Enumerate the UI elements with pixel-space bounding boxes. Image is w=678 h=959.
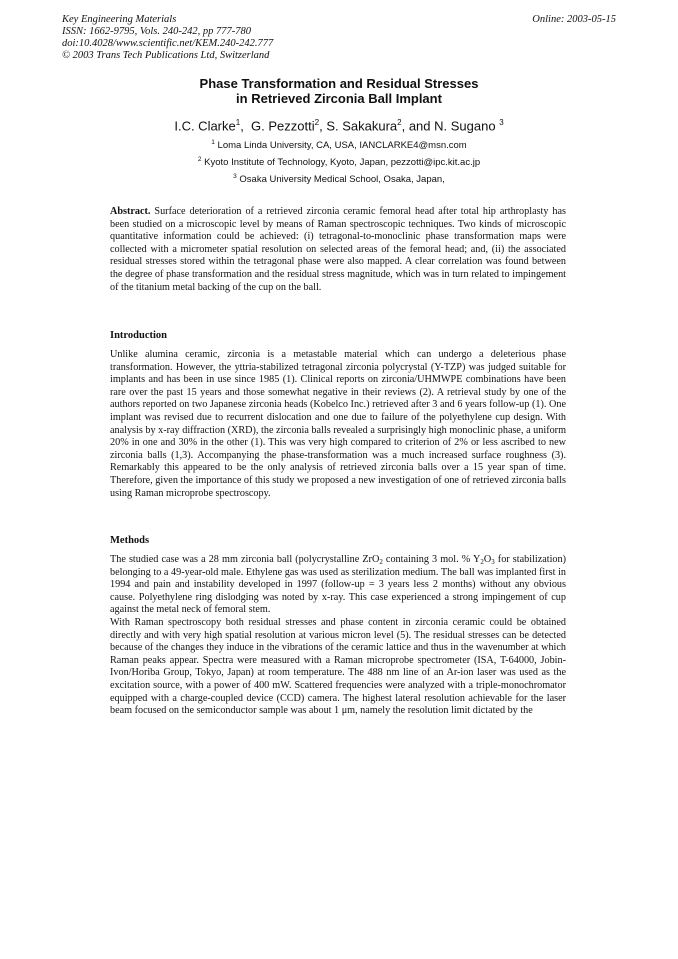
paper-title (0, 76, 678, 106)
abstract-label: Abstract. (110, 206, 151, 217)
journal-header (62, 14, 273, 62)
author-list (0, 118, 678, 133)
affiliation-3 (0, 173, 678, 185)
doi-line: doi:10.4028/www.scientific.net/KEM.240-242.777 (62, 38, 274, 49)
introduction-heading: Introduction (110, 330, 167, 341)
author-affiliation-mark: 2 (397, 118, 402, 127)
abstract-text: Surface deterioration of a retrieved zirconia ceramic femoral head after total hip arthroplasty has been studied on a microscopic level by means of Raman spectroscopic techniques. Two kinds of microscopic quantitative information could be achieved: (i) tetragonal-to-monoclinic phase transformation maps were collected with a micrometer spatial resolution on selected areas of the femoral head; and, (ii) the associated residual stresses stored within the tetragonal phase were also mapped. A clear correlation was found between the degree of phase transformation and the residual stress magnitude, which was in turn related to impingement of the titanium metal backing of the cup on the ball. (110, 206, 567, 293)
online-date: Online: 2003-05-15 (532, 14, 616, 25)
author-name: S. Sakakura (326, 118, 398, 134)
author-affiliation-mark: 2 (314, 118, 320, 127)
author-separator: , (401, 118, 409, 134)
methods-section (110, 554, 566, 718)
methods-text: for stabilization) belonging to a 49-year-old male. Ethylene gas was used as sterilization medium. The ball was implanted first in 1994 and pain and instability developed in 1997 (follow-up = 3 years less 2 months) without any obvious cause. Polyethylene ring dislodging was noted by x-ray. This case experienced a strong impingement of cup against the metal neck of femoral stem. (110, 554, 566, 616)
subscript: 2 (379, 558, 383, 566)
methods-paragraph-1 (110, 554, 566, 617)
introduction-section (110, 349, 566, 500)
title-line-2: in Retrieved Zirconia Ball Implant (236, 91, 442, 106)
subscript: 2 (480, 558, 484, 566)
methods-text: containing 3 mol. % Y (382, 554, 481, 565)
methods-text: O (483, 554, 492, 565)
author-affiliation-mark: 3 (499, 118, 504, 127)
subscript: 3 (491, 558, 495, 566)
copyright-line: © 2003 Trans Tech Publications Ltd, Switzerland (62, 50, 270, 61)
journal-name: Key Engineering Materials (62, 14, 177, 25)
affiliation-2 (0, 156, 678, 168)
affiliation-1 (0, 139, 678, 151)
methods-paragraph-2: With Raman spectroscopy both residual stresses and phase content in zirconia ceramic could be obtained directly and with very high spatial resolution at various micron level (5). The residual stresses can be detected because of the changes they induce in the vibrations of the ceramic lattice and thus in the wavenumber at which Raman peaks appear. Spectra were measured with a Raman microprobe spectrometer (ISA, T-64000, Jobin-Ivon/Horiba Group, Tokyo, Japan) at room temperature. The 488 nm line of an Ar-ion laser was used as the excitation source, with a power of 400 mW. Scattered frequencies were analyzed with a triple-monochromator equipped with a charge-coupled device (CCD) camera. The highest lateral resolution achievable for the laser beam focused on the semiconductor sample was about 1 μm, namely the resolution limit dictated by the (110, 616, 566, 717)
author-name: G. Pezzotti (251, 118, 315, 134)
methods-heading: Methods (110, 535, 150, 546)
methods-text: The studied case was a 28 mm zirconia ball (polycrystalline ZrO (110, 554, 380, 565)
affiliation-text: Osaka University Medical School, Osaka, Japan, (239, 174, 445, 186)
title-line-1: Phase Transformation and Residual Stresses (199, 76, 479, 91)
author-name: I.C. Clarke (174, 118, 236, 134)
introduction-text: Unlike alumina ceramic, zirconia is a metastable material which can undergo a deleterious phase transformation. However, the yttria-stabilized tetragonal zirconia polycrystal (Y-TZP) was judged suitable for implants and has been in use since 1985 (1). Clinical reports on zirconia/UHMWPE combinations have been rare over the past 15 years and those somewhat negative in their reviews (2). A retrieval study by one of the authors reported on two Japanese zirconia heads (Kobelco Inc.) retrieved after 3 and 6 years follow-up (1). One implant was revised due to recurrent dislocation and one due to failure of the polyethylene cup design. With analysis by x-ray diffraction (XRD), the zirconia balls revealed a surprisingly high monoclinic phase, a uniform 20% in one and 30% in the other (1). This was very high compared to criterion of 2% or less ascribed to new zirconia balls (1,3). Accompanying the phase-transformation was a much increased surface roughness (3). Remarkably this appeared to be the only analysis of retrieved zirconia balls over a 15 year span of time. Therefore, given the importance of this study we proposed a new investigation of one of retrieved zirconia balls using Raman microprobe spectroscopy. (110, 349, 566, 499)
author-affiliation-mark: 1 (235, 118, 241, 127)
affiliation-text: Loma Linda University, CA, USA, IANCLARKE4@msn.com (217, 140, 467, 152)
issn-line: ISSN: 1662-9795, Vols. 240-242, pp 777-780 (62, 26, 251, 37)
affiliation-mark: 1 (211, 139, 215, 146)
author-name: and N. Sugano (408, 118, 496, 134)
affiliation-mark: 2 (197, 156, 202, 163)
author-separator: , (319, 118, 327, 134)
affiliation-mark: 3 (233, 173, 237, 180)
abstract-section (110, 206, 566, 294)
author-separator: , (240, 118, 252, 134)
affiliation-text: Kyoto Institute of Technology, Kyoto, Japan, pezzotti@ipc.kit.ac.jp (204, 157, 481, 169)
